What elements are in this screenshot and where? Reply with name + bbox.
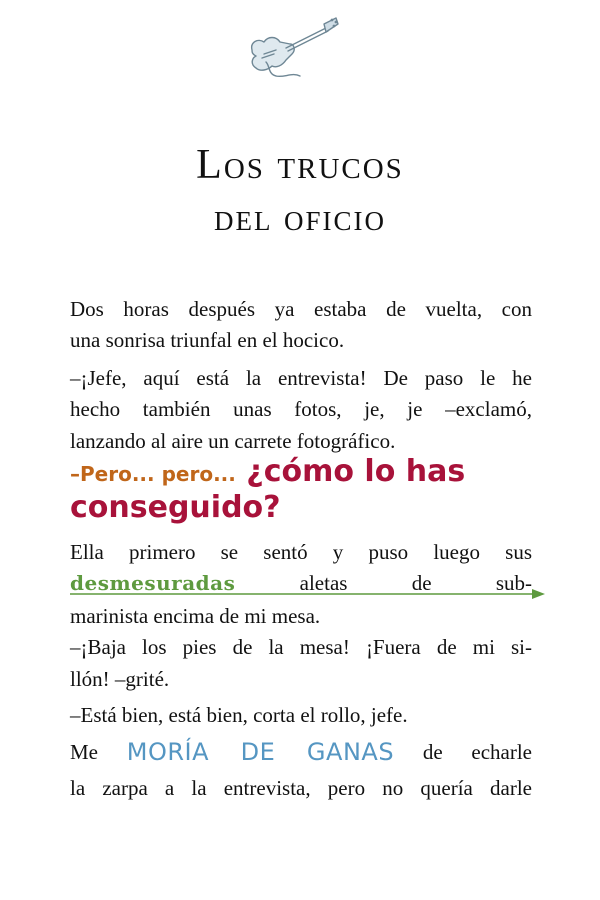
text-line: hecho también unas fotos, je, je –exclamó, xyxy=(70,397,532,421)
blue-highlight-words: MORÍA DE GANAS xyxy=(126,738,395,766)
text-line: –¡Jefe, aquí está la entrevista! De paso le he xyxy=(70,366,532,390)
text-fragment: aletas de sub- xyxy=(235,571,532,595)
dialogue-red-text: ¿cómo lo has xyxy=(235,454,466,489)
text-line: –Está bien, está bien, corta el rollo, jefe. xyxy=(70,703,408,727)
dialogue-orange-text: –Pero... pero... xyxy=(70,462,236,486)
text-line: llón! –grité. xyxy=(70,667,170,691)
text-fragment: de echarle xyxy=(394,740,533,764)
green-highlight-word: desmesuradas xyxy=(70,571,236,595)
text-line: la zarpa a la entrevista, pero no quería darle xyxy=(70,776,532,800)
text-line: lanzando al aire un carrete fotográfico. xyxy=(70,429,396,453)
text-line: una sonrisa triunfal en el hocico. xyxy=(70,328,345,352)
text-line: Ella primero se sentó y puso luego sus xyxy=(70,540,532,564)
electric-guitar-icon xyxy=(246,14,342,80)
text-fragment: Me xyxy=(70,740,127,764)
text-line-with-highlight xyxy=(70,737,532,768)
text-line: marinista encima de mi mesa. xyxy=(70,604,321,628)
green-arrow-decoration xyxy=(70,588,545,600)
text-line: –¡Baja los pies de la mesa! ¡Fuera de mi si- xyxy=(70,635,532,659)
dialogue-red-text-continued: conseguido? xyxy=(70,490,281,525)
text-line: Dos horas después ya estaba de vuelta, con xyxy=(70,297,532,321)
chapter-title-line-2: del oficio xyxy=(214,197,386,239)
chapter-title-line-1: Los trucos xyxy=(196,142,404,188)
